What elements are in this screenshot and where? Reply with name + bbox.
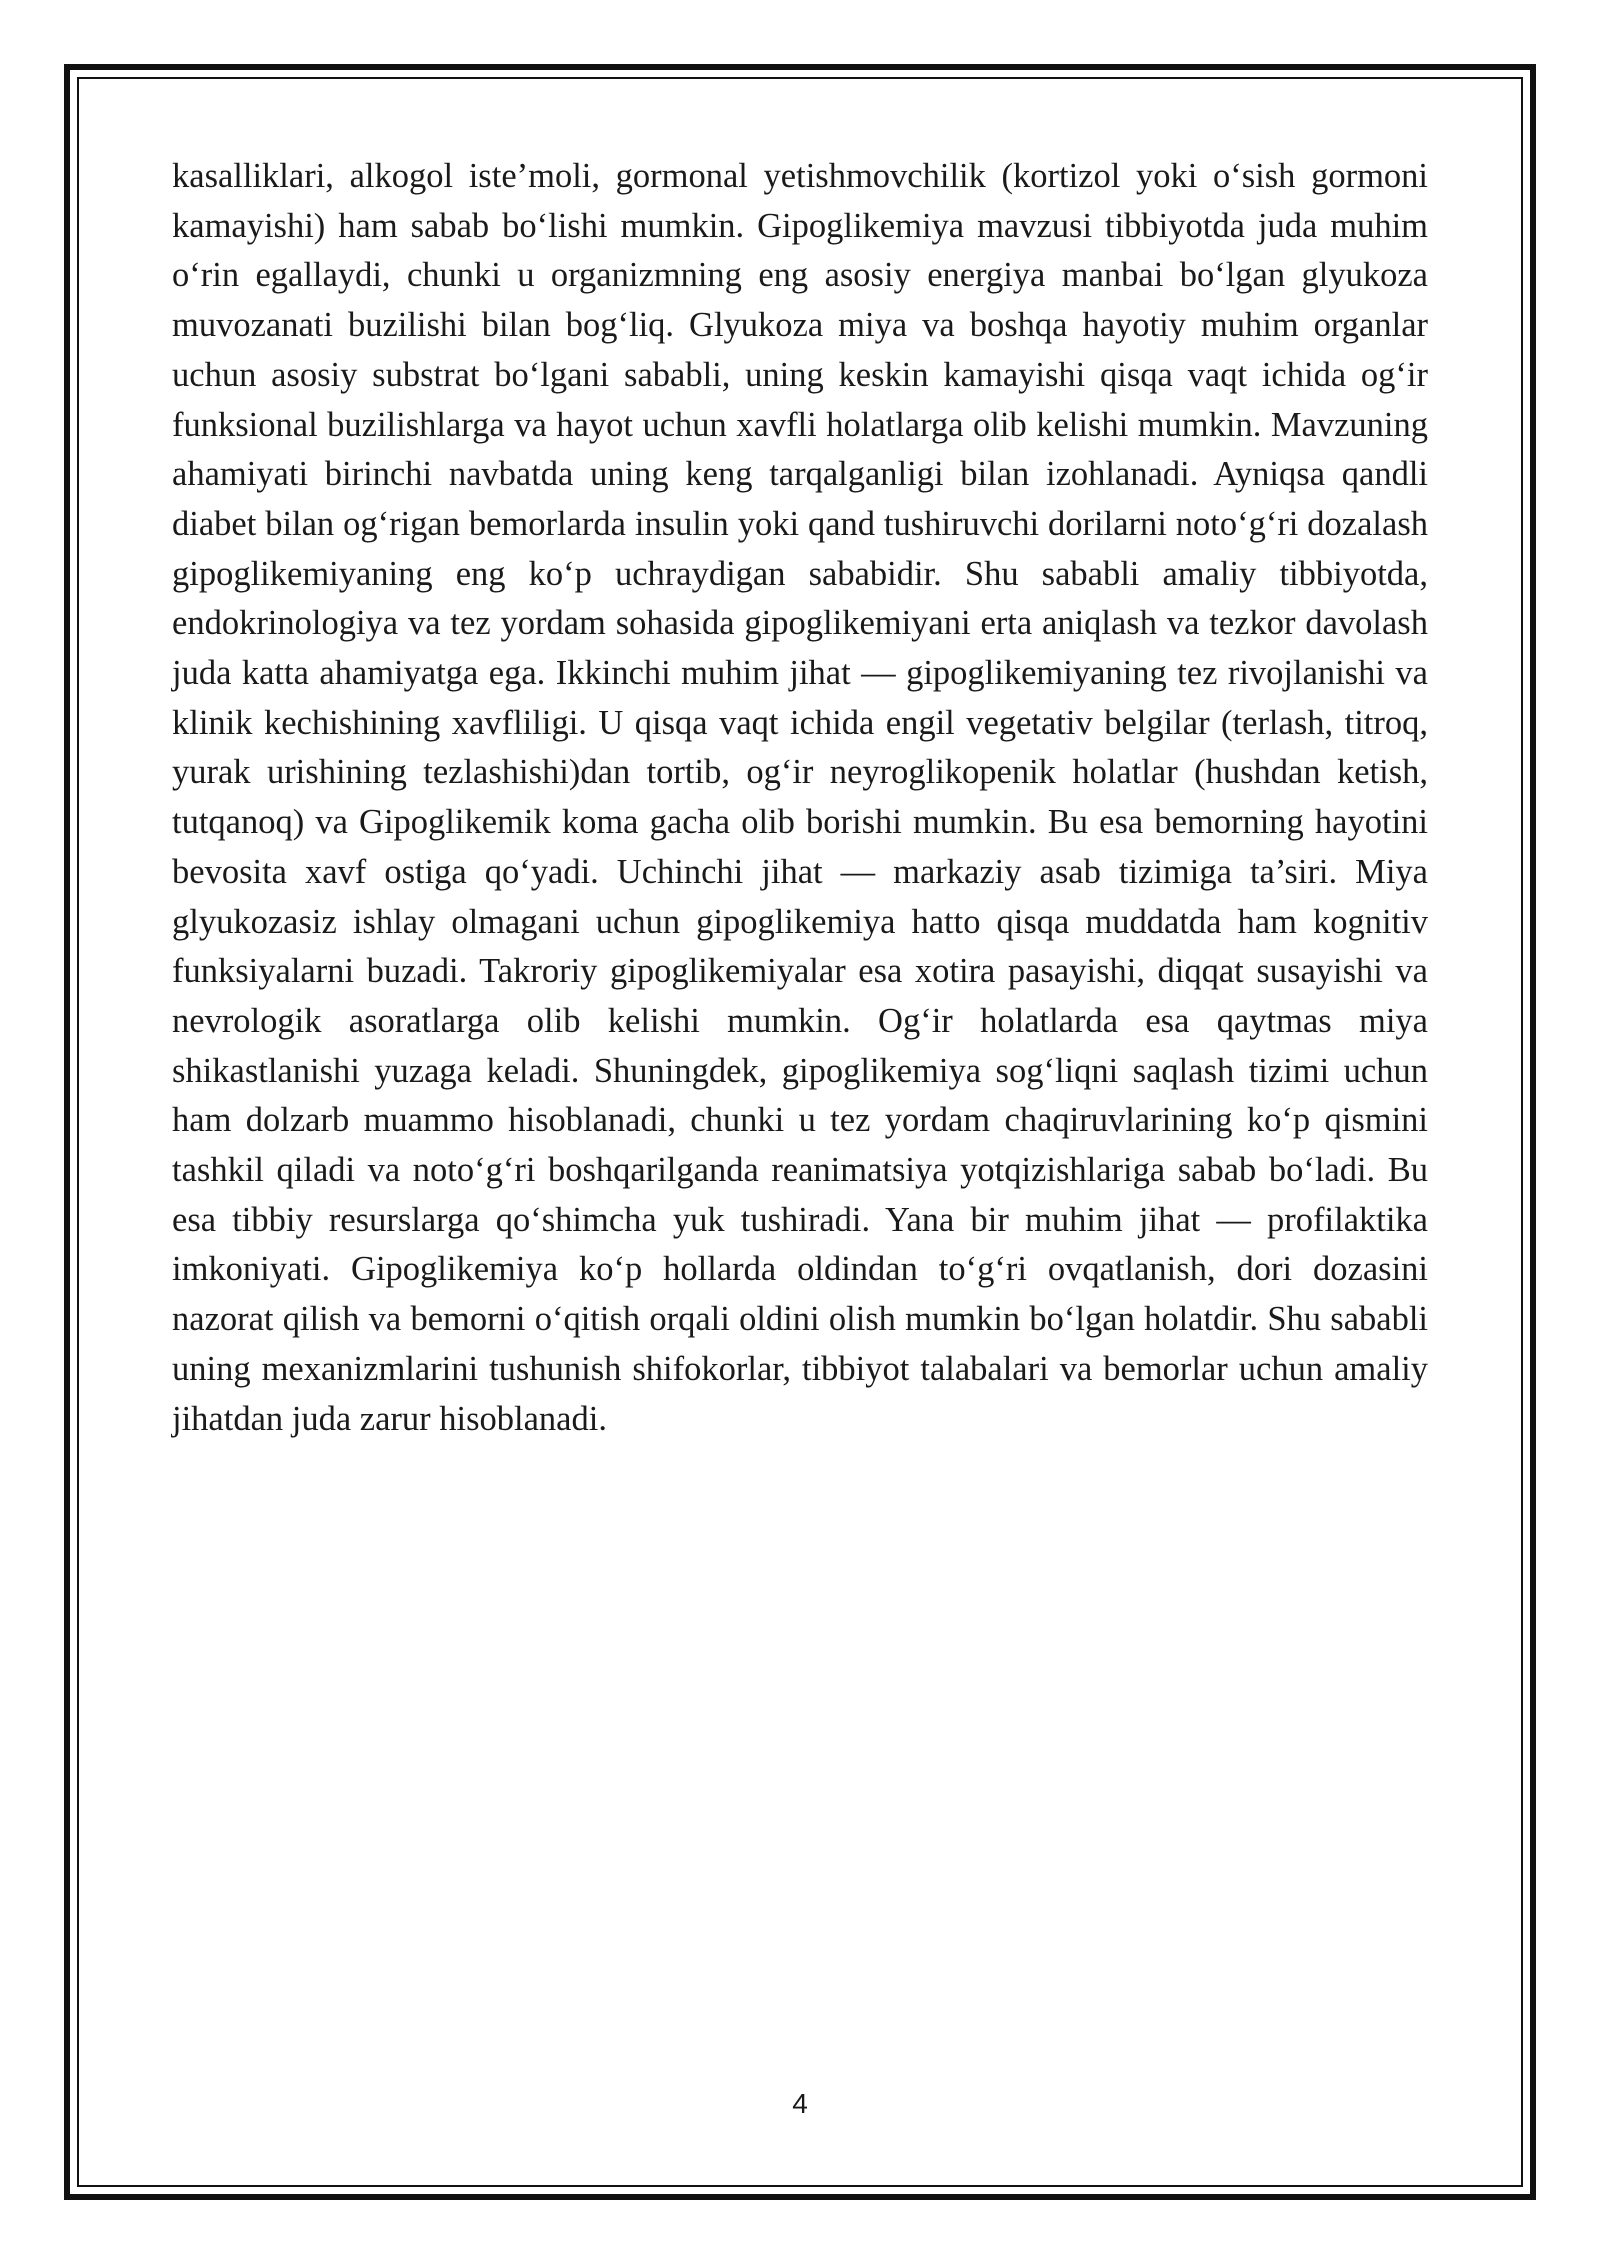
page-number: 4 — [792, 2088, 808, 2119]
body-paragraph: kasalliklari, alkogol iste’moli, gormonal yetishmovchilik (kortizol yoki o‘sish gormoni kamayishi) ham sabab bo‘lishi mumkin. Gipoglikemiya mavzusi tibbiyotda juda muhim o‘rin egallaydi, chunki u organizmning eng asosiy energiya manbai bo‘lgan glyukoza muvozanati buzilishi bilan bog‘liq. Glyukoza miya va boshqa hayotiy muhim organlar uchun asosiy substrat bo‘lgani sababli, uning keskin kamayishi qisqa vaqt ichida og‘ir funksional buzilishlarga va hayot uchun xavfli holatlarga olib kelishi mumkin. Mavzuning ahamiyati birinchi navbatda uning keng tarqalganligi bilan izohlanadi. Ayniqsa qandli diabet bilan og‘rigan bemorlarda insulin yoki qand tushiruvchi dorilarni noto‘g‘ri dozalash gipoglikemiyaning eng ko‘p uchraydigan sababidir. Shu sababli amaliy tibbiyotda, endokrinologiya va tez yordam sohasida gipoglikemiyani erta aniqlash va tezkor davolash juda katta ahamiyatga ega. Ikkinchi muhim jihat — gipoglikemiyaning tez rivojlanishi va klinik kechishining xavfliligi. U qisqa vaqt ichida engil vegetativ belgilar (terlash, titroq, yurak urishining tezlashishi)dan tortib, og‘ir neyroglikopenik holatlar (hushdan ketish, tutqanoq) va Gipoglikemik koma gacha olib borishi mumkin. Bu esa bemorning hayotini bevosita xavf ostiga qo‘yadi. Uchinchi jihat — markaziy asab tizimiga ta’siri. Miya glyukozasiz ishlay olmagani uchun gipoglikemiya hatto qisqa muddatda ham kognitiv funksiyalarni buzadi. Takroriy gipoglikemiyalar esa xotira pasayishi, diqqat susayishi va nevrologik asoratlarga olib kelishi mumkin. Og‘ir holatlarda esa qaytmas miya shikastlanishi yuzaga keladi. Shuningdek, gipoglikemiya sog‘liqni saqlash tizimi uchun ham dolzarb muammo hisoblanadi, chunki u tez yordam chaqiruvlarining ko‘p qismini tashkil qiladi va noto‘g‘ri boshqarilganda reanimatsiya yotqizishlariga sabab bo‘ladi. Bu esa tibbiy resurslarga qo‘shimcha yuk tushiradi. Yana bir muhim jihat — profilaktika imkoniyati. Gipoglikemiya ko‘p hollarda oldindan to‘g‘ri ovqatlanish, dori dozasini nazorat qilish va bemorni o‘qitish orqali oldini olish mumkin bo‘lgan holatdir. Shu sababli uning mexanizmlarini tushunish shifokorlar, tibbiyot talabalari va bemorlar uchun amaliy jihatdan juda zarur hisoblanadi. — [172, 157, 1428, 1438]
